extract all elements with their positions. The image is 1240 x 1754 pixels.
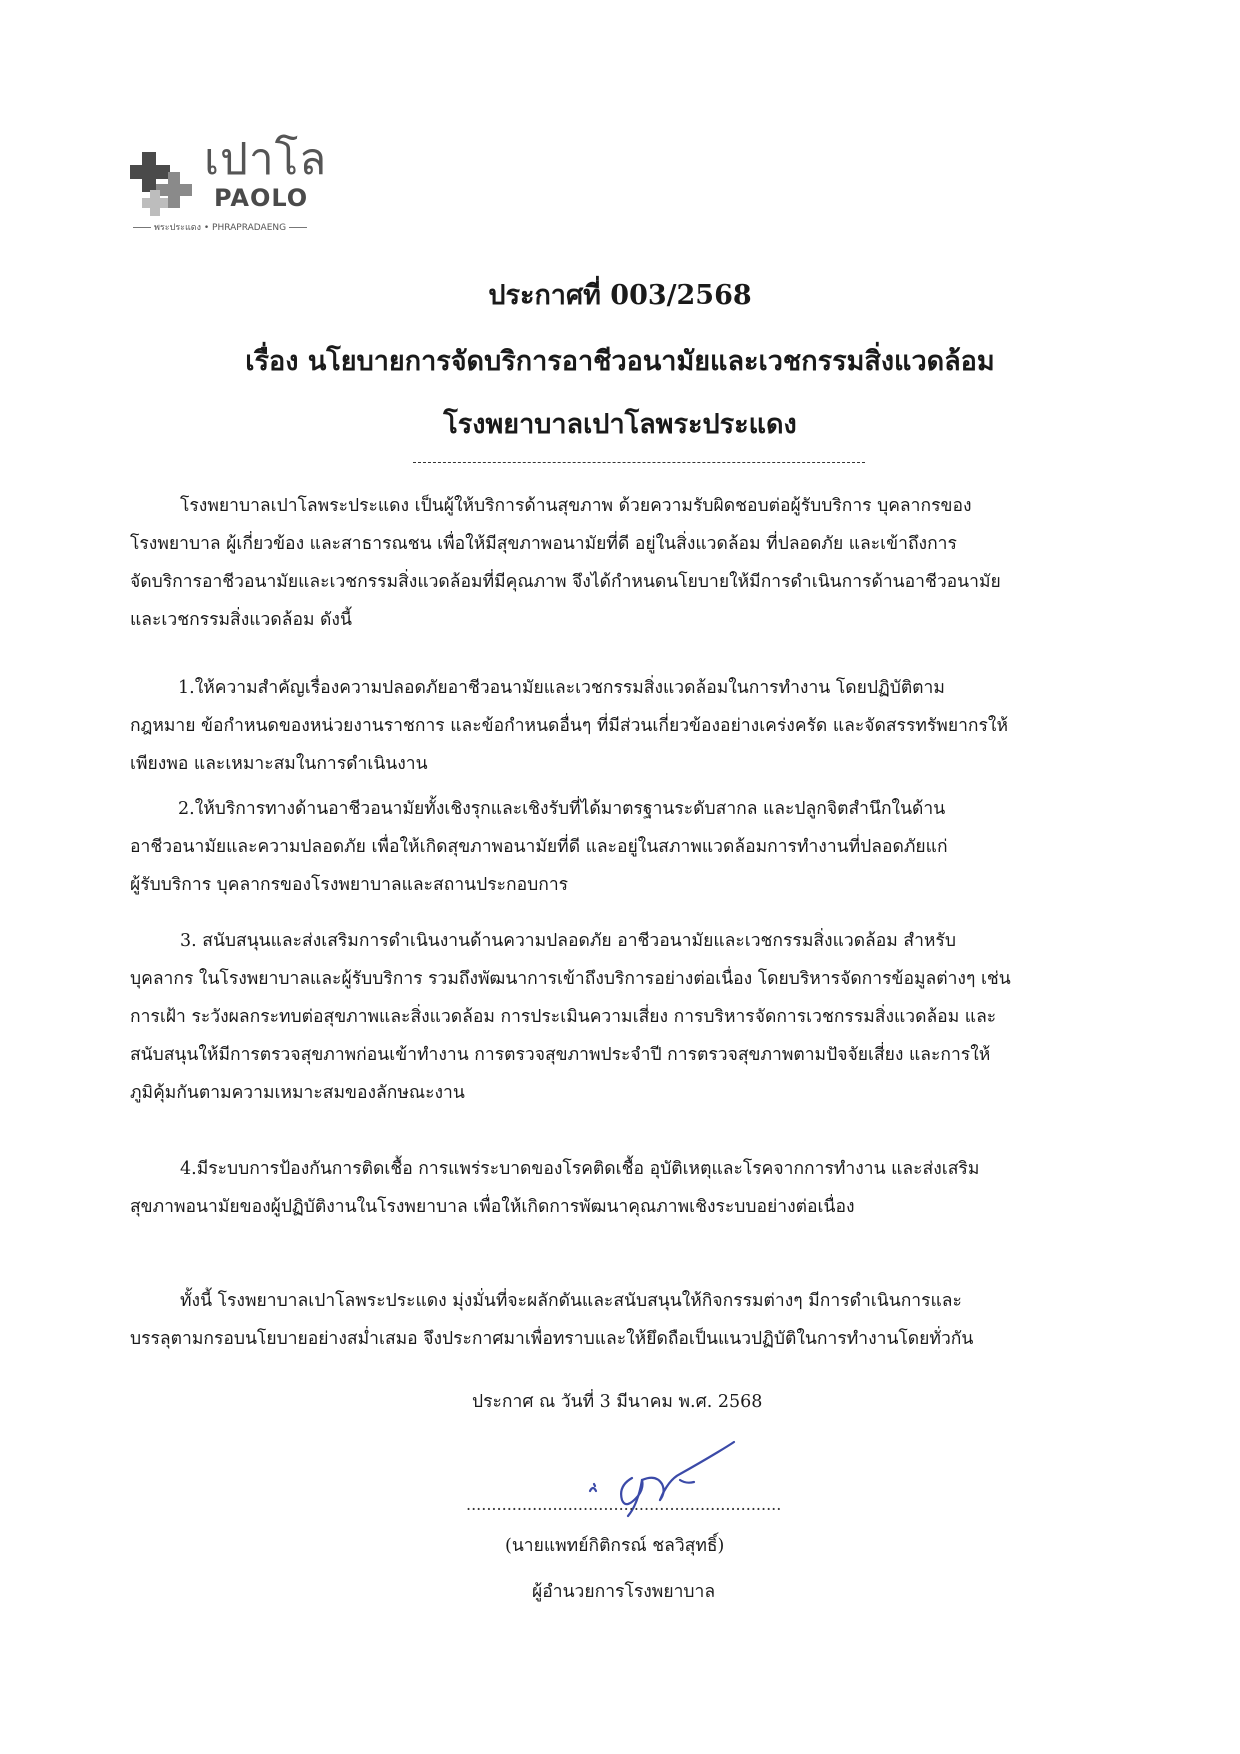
logo-english-name: PAOLO (214, 184, 309, 212)
announcement-date: ประกาศ ณ วันที่ 3 มีนาคม พ.ศ. 2568 (472, 1392, 763, 1412)
paragraph-line: บุคลากร ในโรงพยาบาลและผู้รับบริการ รวมถึงพัฒนาการเข้าถึงบริการอย่างต่อเนื่อง โดยบริหารจัดการข้อมูลต่างๆ เช่น (130, 969, 1011, 989)
paragraph-line: การเฝ้า ระวังผลกระทบต่อสุขภาพและสิ่งแวดล้อม การประเมินความเสี่ยง การบริหารจัดการเวชกรรมสิ่งแวดล้อม และ (130, 1007, 997, 1027)
paragraph-line: ทั้งนี้ โรงพยาบาลเปาโลพระประแดง มุ่งมั่นที่จะผลักดันและสนับสนุนให้กิจกรรมต่างๆ มีการดำเนินการและ (180, 1291, 962, 1311)
hospital-logo (130, 134, 360, 240)
policy-item-3 (130, 922, 1150, 1112)
policy-item-4 (130, 1150, 1150, 1226)
paragraph-line: และเวชกรรมสิ่งแวดล้อม ดังนี้ (130, 610, 352, 630)
signer-name: (นายแพทย์กิติกรณ์ ชลวิสุทธิ์) (505, 1536, 725, 1556)
announcement-subject: เรื่อง นโยบายการจัดบริการอาชีวอนามัยและเวชกรรมสิ่งแวดล้อม (245, 346, 995, 377)
paragraph-line: บรรลุตามกรอบนโยบายอย่างสม่ำเสมอ จึงประกาศมาเพื่อทราบและให้ยึดถือเป็นแนวปฏิบัติในการทำงานโดยทั่วกัน (130, 1329, 974, 1349)
paragraph-line: 3. สนับสนุนและส่งเสริมการดำเนินงานด้านความปลอดภัย อาชีวอนามัยและเวชกรรมสิ่งแวดล้อม สำหรับ (180, 931, 956, 951)
paragraph-line: กฎหมาย ข้อกำหนดของหน่วยงานราชการ และข้อกำหนดอื่นๆ ที่มีส่วนเกี่ยวข้องอย่างเคร่งครัด และจัดสรรทรัพยากรให้ (130, 716, 1008, 736)
paragraph-line: โรงพยาบาล ผู้เกี่ยวข้อง และสาธารณชน เพื่อให้มีสุขภาพอนามัยที่ดี อยู่ในสิ่งแวดล้อม ที่ปลอดภัย และเข้าถึงการ (130, 534, 957, 554)
paragraph-line: ภูมิคุ้มกันตามความเหมาะสมของลักษณะงาน (130, 1083, 465, 1103)
medical-cross-icon (130, 150, 200, 220)
intro-paragraph (130, 487, 1150, 639)
hospital-name: โรงพยาบาลเปาโลพระประแดง (443, 409, 797, 440)
logo-tagline (130, 224, 340, 233)
paragraph-line: 2.ให้บริการทางด้านอาชีวอนามัยทั้งเชิงรุกและเชิงรับที่ได้มาตรฐานระดับสากล และปลูกจิตสำนึกในด้าน (178, 799, 946, 819)
closing-paragraph (130, 1282, 1150, 1358)
paragraph-line: 1.ให้ความสำคัญเรื่องความปลอดภัยอาชีวอนามัยและเวชกรรมสิ่งแวดล้อมในการทำงาน โดยปฏิบัติตาม (178, 678, 945, 698)
policy-item-1 (130, 669, 1150, 783)
signature-line: .............................................................. (466, 1495, 782, 1514)
paragraph-line: จัดบริการอาชีวอนามัยและเวชกรรมสิ่งแวดล้อมที่มีคุณภาพ จึงได้กำหนดนโยบายให้มีการดำเนินการด้านอาชีวอนามัย (130, 572, 1001, 592)
paragraph-line: สุขภาพอนามัยของผู้ปฏิบัติงานในโรงพยาบาล เพื่อให้เกิดการพัฒนาคุณภาพเชิงระบบอย่างต่อเนื่อง (130, 1197, 855, 1217)
signer-title: ผู้อำนวยการโรงพยาบาล (532, 1582, 716, 1602)
policy-item-2 (130, 790, 1150, 904)
announcement-number: ประกาศที่ 003/2568 (488, 280, 752, 311)
paragraph-line: ผู้รับบริการ บุคลากรของโรงพยาบาลและสถานประกอบการ (130, 875, 569, 895)
heading-divider (413, 462, 865, 463)
paragraph-line: 4.มีระบบการป้องกันการติดเชื้อ การแพร่ระบาดของโรคติดเชื้อ อุบัติเหตุและโรคจากการทำงาน และส่งเสริม (180, 1159, 980, 1179)
paragraph-line: อาชีวอนามัยและความปลอดภัย เพื่อให้เกิดสุขภาพอนามัยที่ดี และอยู่ในสภาพแวดล้อมการทำงานที่ปลอดภัยแก่ (130, 837, 948, 857)
paragraph-line: สนับสนุนให้มีการตรวจสุขภาพก่อนเข้าทำงาน การตรวจสุขภาพประจำปี การตรวจสุขภาพตามปัจจัยเสี่ยง และการให้ (130, 1045, 991, 1065)
logo-thai-name: เปาโล (204, 134, 328, 185)
paragraph-line: เพียงพอ และเหมาะสมในการดำเนินงาน (130, 754, 428, 774)
paragraph-line: โรงพยาบาลเปาโลพระประแดง เป็นผู้ให้บริการด้านสุขภาพ ด้วยความรับผิดชอบต่อผู้รับบริการ บุคลากรของ (180, 496, 972, 516)
logo-tagline-text: พระประแดง • PHRAPRADAENG (154, 223, 287, 233)
